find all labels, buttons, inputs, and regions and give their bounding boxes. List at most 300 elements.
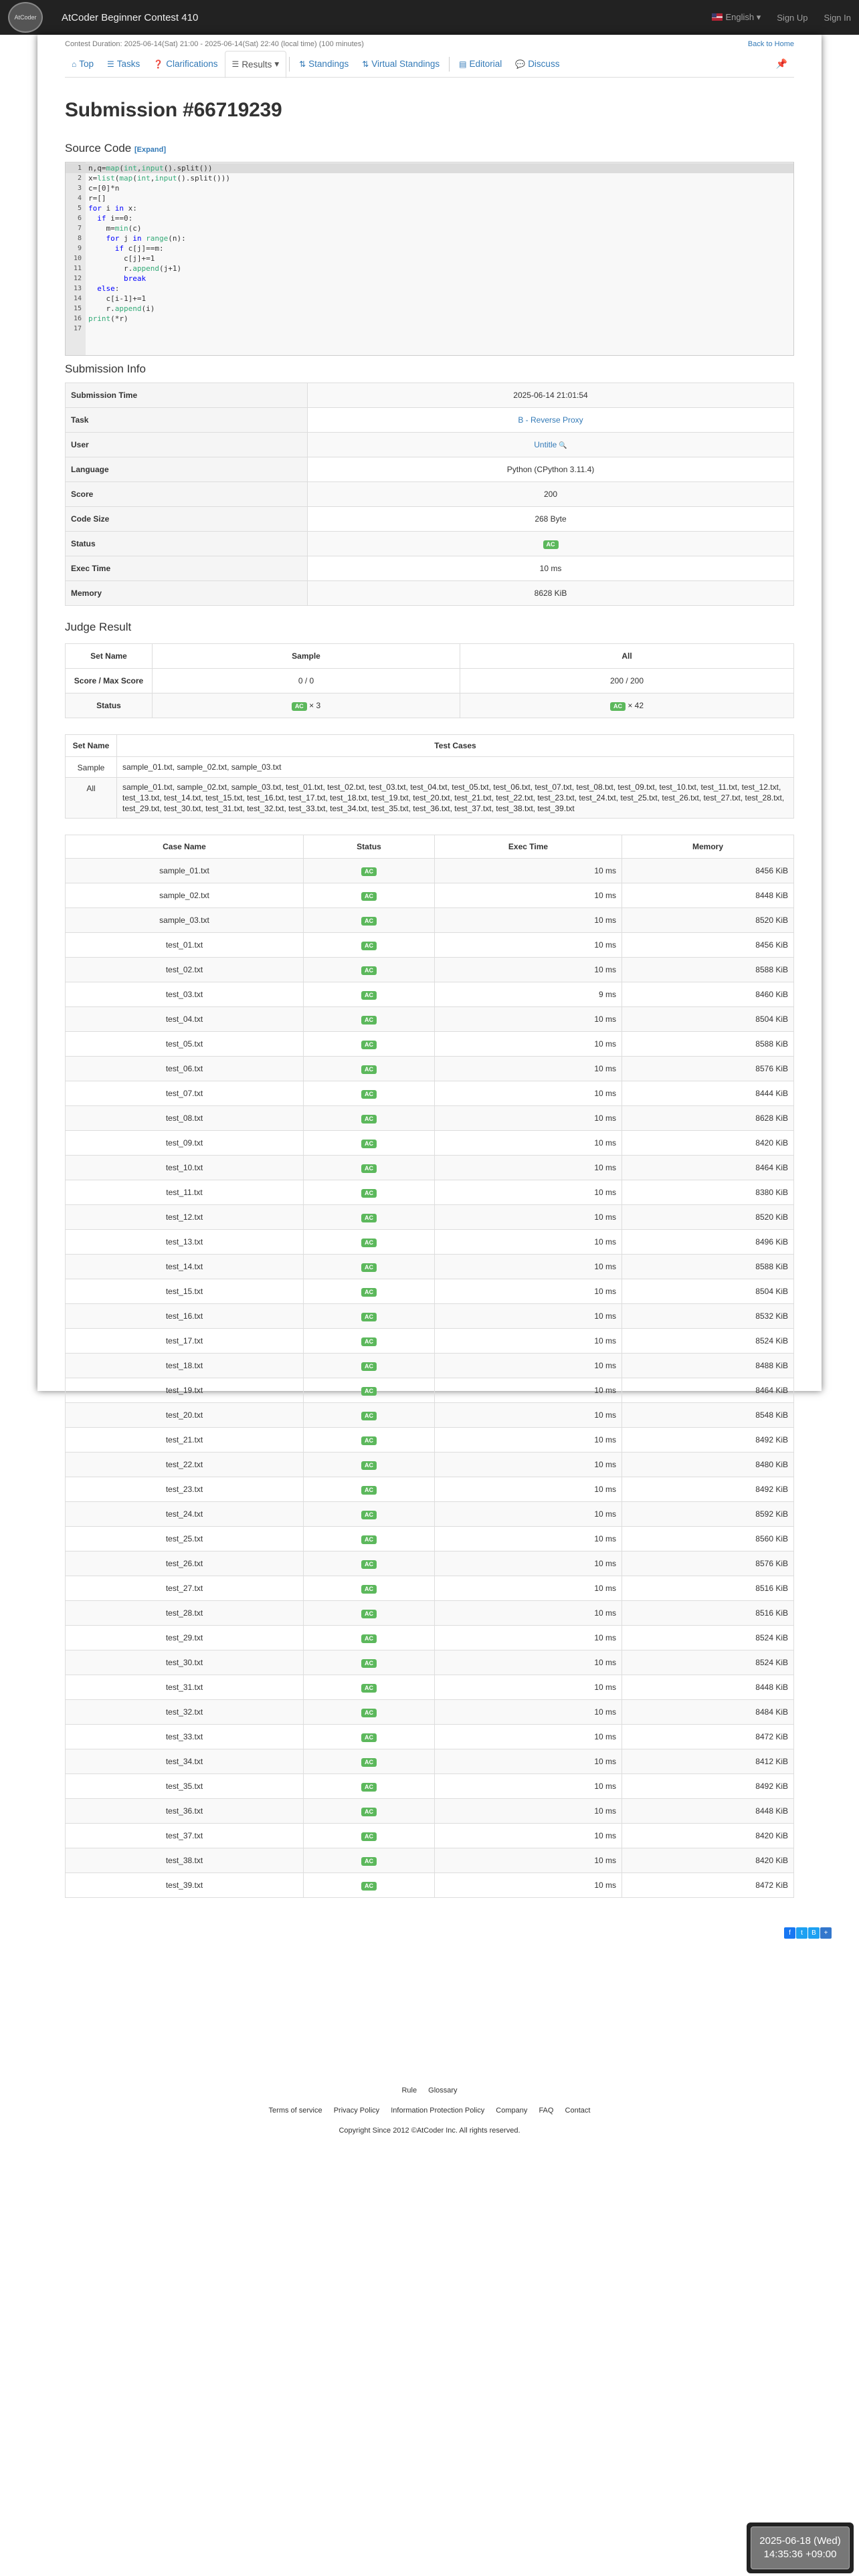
line-number: 8: [77, 235, 82, 242]
info-value: [308, 383, 794, 408]
line-number: 13: [73, 285, 82, 292]
tab-label: Standings: [308, 59, 349, 69]
tab-standings[interactable]: [292, 51, 355, 78]
tab-divider: [449, 57, 450, 72]
case-status: [304, 1304, 435, 1329]
case-name: test_05.txt: [66, 1032, 304, 1057]
case-memory: 8560 KiB: [622, 1527, 794, 1551]
ac-badge: AC: [361, 1041, 377, 1049]
case-status: [304, 1700, 435, 1725]
code-line: [66, 193, 793, 203]
case-status: [304, 1502, 435, 1527]
code-text: else:: [97, 284, 120, 293]
table-row: [66, 933, 794, 958]
case-status: [304, 1354, 435, 1378]
case-memory: 8504 KiB: [622, 1279, 794, 1304]
case-exec-time: 10 ms: [435, 1824, 622, 1848]
facebook-icon[interactable]: f: [784, 1927, 795, 1939]
info-row: [66, 556, 794, 581]
share-buttons: [784, 1927, 832, 1939]
tab-label: Clarifications: [166, 59, 218, 69]
case-status: [304, 1230, 435, 1255]
page-title: Submission #66719239: [65, 99, 282, 121]
footer-link-rule[interactable]: Rule: [401, 2086, 417, 2095]
ac-badge: AC: [361, 1486, 377, 1495]
table-row: [66, 1230, 794, 1255]
case-name: test_17.txt: [66, 1329, 304, 1354]
footer-link-privacy[interactable]: Privacy Policy: [333, 2107, 380, 2115]
caret-down-icon: ▾: [756, 12, 761, 22]
tab-tasks[interactable]: [100, 51, 147, 78]
table-row: [66, 958, 794, 982]
table-row: [66, 1329, 794, 1354]
task-link[interactable]: B - Reverse Proxy: [518, 415, 583, 425]
case-memory: 8588 KiB: [622, 1255, 794, 1279]
code-text: print(*r): [88, 314, 128, 323]
column-header: Sample: [153, 644, 460, 669]
back-to-home-link[interactable]: Back to Home: [747, 40, 794, 48]
case-status: [304, 1799, 435, 1824]
case-exec-time: 10 ms: [435, 1502, 622, 1527]
table-row: [66, 1180, 794, 1205]
case-memory: 8524 KiB: [622, 1626, 794, 1650]
search-icon[interactable]: 🔍: [559, 442, 567, 449]
contest-brand-link[interactable]: AtCoder Beginner Contest 410: [62, 11, 199, 23]
case-status: [304, 1428, 435, 1453]
case-exec-time: 10 ms: [435, 1576, 622, 1601]
pin-icon[interactable]: 📌: [775, 58, 787, 69]
case-name: sample_02.txt: [66, 883, 304, 908]
tab-label: Tasks: [116, 59, 140, 69]
case-memory: 8472 KiB: [622, 1873, 794, 1898]
table-row: [66, 1304, 794, 1329]
case-memory: 8532 KiB: [622, 1304, 794, 1329]
code-line: [66, 274, 793, 284]
case-memory: 8464 KiB: [622, 1156, 794, 1180]
table-row: [66, 1081, 794, 1106]
code-text: r.append(j+1): [88, 264, 182, 273]
case-memory: 8448 KiB: [622, 1799, 794, 1824]
line-number: 17: [73, 325, 82, 332]
case-memory: 8492 KiB: [622, 1774, 794, 1799]
twitter-icon[interactable]: t: [796, 1927, 807, 1939]
user-link[interactable]: Untitle: [534, 440, 557, 449]
logo-text: AtCoder: [14, 14, 37, 21]
column-header: Test Cases: [117, 735, 794, 757]
table-row: [66, 1403, 794, 1428]
ac-badge: AC: [361, 1214, 377, 1222]
case-status: [304, 1081, 435, 1106]
code-line: [66, 233, 793, 243]
table-row: [66, 1428, 794, 1453]
case-name: test_29.txt: [66, 1626, 304, 1650]
code-text: if i==0:: [97, 214, 133, 223]
case-exec-time: 10 ms: [435, 1428, 622, 1453]
case-memory: 8448 KiB: [622, 883, 794, 908]
sign-in-link[interactable]: Sign In: [824, 12, 851, 23]
ac-badge: AC: [543, 540, 559, 549]
tab-editorial[interactable]: [452, 51, 508, 78]
line-number: 7: [77, 225, 82, 232]
column-header: Memory: [622, 835, 794, 859]
case-exec-time: 10 ms: [435, 1230, 622, 1255]
tab-discuss[interactable]: [508, 51, 566, 78]
ac-badge: AC: [361, 1535, 377, 1544]
ac-badge: AC: [361, 1684, 377, 1693]
case-name: test_37.txt: [66, 1824, 304, 1848]
tab-virtual-standings[interactable]: [355, 51, 446, 78]
code-line: [66, 304, 793, 314]
case-status: [304, 1477, 435, 1502]
table-row: [66, 1799, 794, 1824]
case-name: test_15.txt: [66, 1279, 304, 1304]
table-row: [66, 982, 794, 1007]
case-memory: 8520 KiB: [622, 1205, 794, 1230]
case-status: [304, 1378, 435, 1403]
case-memory: 8380 KiB: [622, 1180, 794, 1205]
case-exec-time: 10 ms: [435, 1378, 622, 1403]
table-row: [66, 1576, 794, 1601]
info-row: [66, 507, 794, 532]
case-status: [304, 859, 435, 883]
case-name: test_09.txt: [66, 1131, 304, 1156]
code-text: n,q=map(int,input().split()): [88, 164, 213, 173]
ac-badge: AC: [361, 1140, 377, 1148]
ac-badge: AC: [610, 702, 626, 711]
table-row: [66, 1824, 794, 1848]
table-row: [66, 1675, 794, 1700]
tab-results[interactable]: [225, 51, 287, 78]
case-exec-time: 10 ms: [435, 1403, 622, 1428]
list-icon: ☰: [107, 59, 114, 69]
table-row: [66, 908, 794, 933]
ac-badge: AC: [361, 1436, 377, 1445]
section-title: Source Code: [65, 142, 132, 154]
case-memory: 8460 KiB: [622, 982, 794, 1007]
value-text: 200: [543, 490, 558, 499]
table-row: [66, 1626, 794, 1650]
code-line: [66, 263, 793, 274]
code-line: [66, 243, 793, 253]
info-value: [308, 482, 794, 507]
info-label: User: [66, 433, 308, 457]
case-memory: 8448 KiB: [622, 1675, 794, 1700]
case-status: [304, 1527, 435, 1551]
value-text: 268 Byte: [535, 514, 567, 524]
case-memory: 8516 KiB: [622, 1601, 794, 1626]
case-exec-time: 10 ms: [435, 1477, 622, 1502]
case-status: [304, 1131, 435, 1156]
case-status: [304, 1156, 435, 1180]
language-dropdown[interactable]: [712, 12, 761, 23]
code-line: [66, 163, 793, 173]
submission-info-heading: Submission Info: [65, 362, 146, 375]
footer-link-glossary[interactable]: Glossary: [428, 2086, 458, 2095]
expand-link[interactable]: [Expand]: [134, 146, 167, 154]
status-sample: [153, 693, 460, 718]
set-name: All: [66, 778, 117, 819]
hatena-icon[interactable]: B: [808, 1927, 820, 1939]
code-text: c[i-1]+=1: [88, 294, 147, 303]
case-status: [304, 1749, 435, 1774]
case-status: [304, 1453, 435, 1477]
info-row: [66, 532, 794, 556]
ac-badge: AC: [361, 1610, 377, 1618]
case-status: [304, 1551, 435, 1576]
case-name: test_07.txt: [66, 1081, 304, 1106]
case-memory: 8548 KiB: [622, 1403, 794, 1428]
case-name: test_24.txt: [66, 1502, 304, 1527]
ac-badge: AC: [361, 1263, 377, 1272]
case-memory: 8420 KiB: [622, 1131, 794, 1156]
column-header: Case Name: [66, 835, 304, 859]
case-name: test_27.txt: [66, 1576, 304, 1601]
case-name: test_32.txt: [66, 1700, 304, 1725]
case-memory: 8524 KiB: [622, 1329, 794, 1354]
main-container: [37, 35, 822, 1890]
info-row: [66, 433, 794, 457]
top-navbar: [0, 0, 859, 35]
case-exec-time: 10 ms: [435, 1626, 622, 1650]
line-number: 6: [77, 215, 82, 222]
line-number: 3: [77, 185, 82, 192]
footer-link-info-protection[interactable]: Information Protection Policy: [391, 2107, 485, 2115]
ac-badge: AC: [361, 1016, 377, 1025]
line-number: 11: [73, 265, 82, 272]
case-exec-time: 10 ms: [435, 1205, 622, 1230]
case-exec-time: 10 ms: [435, 1527, 622, 1551]
case-memory: 8524 KiB: [622, 1650, 794, 1675]
case-exec-time: 10 ms: [435, 1848, 622, 1873]
table-row: [66, 859, 794, 883]
case-memory: 8496 KiB: [622, 1230, 794, 1255]
score-sample: 0 / 0: [153, 669, 460, 693]
tab-label: Top: [79, 59, 94, 69]
ac-badge: AC: [361, 917, 377, 926]
contest-duration: Contest Duration: 2025-06-14(Sat) 21:00 - 2025-06-14(Sat) 22:40 (local time) (100 minutes): [65, 40, 364, 48]
table-row: [66, 1032, 794, 1057]
ac-badge: AC: [361, 1313, 377, 1321]
ac-badge: AC: [361, 867, 377, 876]
tab-label: Editorial: [469, 59, 502, 69]
table-row: [66, 1848, 794, 1873]
set-name: Sample: [66, 757, 117, 778]
info-label: Language: [66, 457, 308, 482]
ac-badge: AC: [361, 1288, 377, 1297]
code-line: [66, 183, 793, 193]
question-icon: ❓: [153, 59, 164, 69]
ac-badge: AC: [361, 942, 377, 950]
table-row: [66, 1255, 794, 1279]
case-status: [304, 883, 435, 908]
column-header: All: [460, 644, 794, 669]
case-status: [304, 1576, 435, 1601]
table-row: [66, 1131, 794, 1156]
tab-divider: [289, 57, 290, 72]
case-exec-time: 10 ms: [435, 1700, 622, 1725]
case-memory: 8484 KiB: [622, 1700, 794, 1725]
value-text: 10 ms: [539, 564, 562, 573]
case-name: test_06.txt: [66, 1057, 304, 1081]
case-name: test_16.txt: [66, 1304, 304, 1329]
code-text: c[j]+=1: [88, 254, 155, 263]
case-name: test_28.txt: [66, 1601, 304, 1626]
line-number: 5: [77, 205, 82, 212]
case-exec-time: 10 ms: [435, 1551, 622, 1576]
case-exec-time: 10 ms: [435, 1749, 622, 1774]
ac-badge: AC: [361, 1461, 377, 1470]
case-name: test_38.txt: [66, 1848, 304, 1873]
line-number: 12: [73, 275, 82, 282]
case-name: test_04.txt: [66, 1007, 304, 1032]
source-code-heading: [65, 142, 794, 155]
code-line: [66, 294, 793, 304]
case-status: [304, 1180, 435, 1205]
case-memory: 8412 KiB: [622, 1749, 794, 1774]
code-line: [66, 223, 793, 233]
case-name: test_19.txt: [66, 1378, 304, 1403]
code-text: for j in range(n):: [106, 234, 186, 243]
test-case-table: [65, 835, 794, 1898]
caret-down-icon: ▾: [274, 59, 280, 69]
table-row: [66, 1650, 794, 1675]
value-text: 2025-06-14 21:01:54: [513, 391, 588, 400]
code-text: if c[j]==m:: [114, 244, 164, 253]
code-line: [66, 284, 793, 294]
table-row: [66, 883, 794, 908]
case-exec-time: 10 ms: [435, 1354, 622, 1378]
case-name: test_02.txt: [66, 958, 304, 982]
ac-badge: AC: [361, 1362, 377, 1371]
ac-badge: AC: [361, 1709, 377, 1717]
case-exec-time: 10 ms: [435, 1156, 622, 1180]
case-status: [304, 1106, 435, 1131]
info-row: [66, 581, 794, 606]
table-row: [66, 1725, 794, 1749]
case-status: [304, 1824, 435, 1848]
case-name: test_23.txt: [66, 1477, 304, 1502]
ac-badge: AC: [361, 1412, 377, 1420]
case-name: test_08.txt: [66, 1106, 304, 1131]
case-exec-time: 10 ms: [435, 1329, 622, 1354]
case-exec-time: 10 ms: [435, 908, 622, 933]
case-name: test_11.txt: [66, 1180, 304, 1205]
info-value: [308, 532, 794, 556]
case-memory: 8588 KiB: [622, 958, 794, 982]
table-row: [66, 1601, 794, 1626]
plus-icon[interactable]: +: [820, 1927, 832, 1939]
case-exec-time: 10 ms: [435, 1725, 622, 1749]
table-row: [66, 1873, 794, 1898]
case-status: [304, 1725, 435, 1749]
table-row: [66, 1502, 794, 1527]
ac-badge: AC: [361, 1808, 377, 1816]
column-header: Set Name: [66, 644, 153, 669]
ac-badge: AC: [361, 1387, 377, 1396]
test-set-table: [65, 734, 794, 819]
case-name: test_36.txt: [66, 1799, 304, 1824]
info-label: Score: [66, 482, 308, 507]
case-status: [304, 1675, 435, 1700]
case-exec-time: 10 ms: [435, 1081, 622, 1106]
case-status: [304, 908, 435, 933]
case-name: test_35.txt: [66, 1774, 304, 1799]
ac-badge: AC: [361, 1090, 377, 1099]
footer-link-terms[interactable]: Terms of service: [268, 2107, 322, 2115]
column-header: Exec Time: [435, 835, 622, 859]
case-status: [304, 1329, 435, 1354]
tab-clarifications[interactable]: [147, 51, 224, 78]
info-value: [308, 457, 794, 482]
case-status: [304, 1848, 435, 1873]
case-exec-time: 10 ms: [435, 1799, 622, 1824]
code-text: c=[0]*n: [88, 184, 120, 193]
code-text: x=list(map(int,input().split())): [88, 174, 230, 183]
case-memory: 8588 KiB: [622, 1032, 794, 1057]
case-exec-time: 10 ms: [435, 1007, 622, 1032]
info-row: [66, 408, 794, 433]
source-code-block[interactable]: [65, 162, 794, 356]
set-cases: sample_01.txt, sample_02.txt, sample_03.txt, test_01.txt, test_02.txt, test_03.txt, test_04.txt, test_05.txt, test_06.txt, test_07.txt, test_08.txt, test_09.txt, test_10.txt, test_11.txt, test_12.txt, test_13.txt, test_14.txt, test_15.txt, test_16.txt, test_17.txt, test_18.txt, test_19.txt, test_20.txt, test_21.txt, test_22.txt, test_23.txt, test_24.txt, test_25.txt, test_26.txt, test_27.txt, test_28.txt, test_29.txt, test_30.txt, test_31.txt, test_32.txt, test_33.txt, test_34.txt, test_35.txt, test_36.txt, test_37.txt, test_38.txt, test_39.txt: [117, 778, 794, 819]
case-memory: 8492 KiB: [622, 1428, 794, 1453]
us-flag-icon: [712, 13, 723, 21]
table-row: [66, 1156, 794, 1180]
case-memory: 8456 KiB: [622, 933, 794, 958]
code-text: [86, 324, 88, 334]
ac-badge: AC: [361, 1065, 377, 1074]
case-status: [304, 1403, 435, 1428]
code-text: break: [123, 274, 147, 283]
code-line: [66, 324, 793, 334]
clock-date: 2025-06-18 (Wed): [759, 2535, 841, 2547]
case-name: test_34.txt: [66, 1749, 304, 1774]
footer-link-contact[interactable]: Contact: [565, 2107, 591, 2115]
case-exec-time: 9 ms: [435, 982, 622, 1007]
case-status: [304, 1626, 435, 1650]
case-exec-time: 10 ms: [435, 1131, 622, 1156]
table-row: [66, 1551, 794, 1576]
footer-link-faq[interactable]: FAQ: [539, 2107, 554, 2115]
ac-badge: AC: [361, 1733, 377, 1742]
footer-link-company[interactable]: Company: [496, 2107, 528, 2115]
ac-badge: AC: [361, 1585, 377, 1594]
case-memory: 8420 KiB: [622, 1848, 794, 1873]
row-label: Score / Max Score: [66, 669, 153, 693]
case-name: test_13.txt: [66, 1230, 304, 1255]
info-label: Memory: [66, 581, 308, 606]
atcoder-logo[interactable]: [8, 2, 43, 33]
table-row: [66, 1354, 794, 1378]
code-text: m=min(c): [88, 224, 142, 233]
sort-icon: ⇅: [299, 59, 306, 69]
line-number: 1: [77, 165, 82, 172]
sign-up-link[interactable]: Sign Up: [777, 12, 808, 23]
case-exec-time: 10 ms: [435, 1057, 622, 1081]
case-memory: 8464 KiB: [622, 1378, 794, 1403]
case-status: [304, 1032, 435, 1057]
submission-info-table: [65, 383, 794, 606]
tab-top[interactable]: [65, 51, 100, 78]
case-memory: 8480 KiB: [622, 1453, 794, 1477]
case-memory: 8576 KiB: [622, 1551, 794, 1576]
info-row: [66, 457, 794, 482]
ac-badge: AC: [361, 1634, 377, 1643]
case-status: [304, 1007, 435, 1032]
ac-badge: AC: [361, 1882, 377, 1891]
judge-result-heading: Judge Result: [65, 621, 132, 633]
case-status: [304, 1279, 435, 1304]
ac-badge: AC: [361, 1164, 377, 1173]
